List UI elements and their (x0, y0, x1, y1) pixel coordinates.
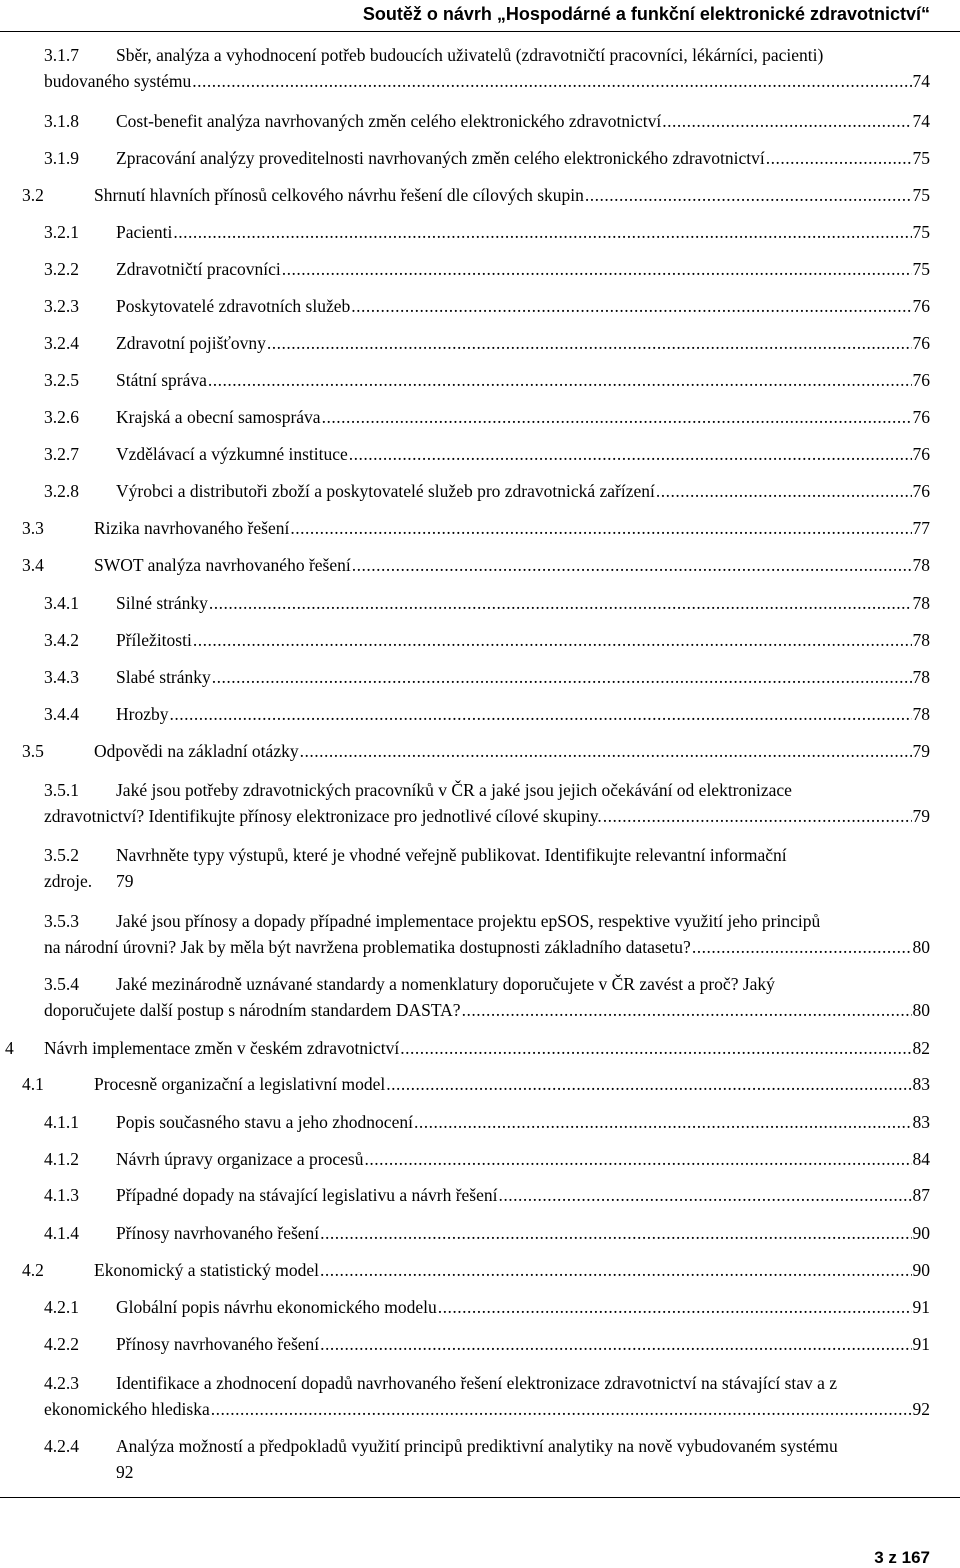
toc-title: Identifikace a zhodnocení dopadů navrhovaného řešení elektronizace zdravotnictví na stávající stav a z (116, 1373, 838, 1393)
toc-entry[interactable] (44, 1182, 930, 1208)
toc-leader (662, 108, 911, 134)
toc-leader (364, 1146, 911, 1172)
toc-page: 78 (912, 593, 930, 613)
toc-leader (192, 68, 911, 94)
toc-page: 79 (116, 871, 134, 891)
toc-title: Slabé stránky (116, 667, 211, 687)
toc-entry[interactable] (44, 627, 930, 653)
toc-page: 83 (912, 1074, 930, 1094)
toc-page: 74 (912, 111, 930, 131)
toc-number: 3.4.3 (44, 667, 79, 687)
toc-leader (349, 441, 912, 467)
toc-page: 91 (912, 1334, 930, 1354)
toc-number: 3.2.5 (44, 370, 79, 390)
toc-leader (322, 404, 912, 430)
toc-number: 3.1.8 (44, 111, 79, 131)
toc-leader (766, 145, 912, 171)
toc-title-cont: doporučujete další postup s národním standardem DASTA? (44, 1000, 461, 1020)
toc-page: 79 (912, 741, 930, 761)
toc-entry[interactable] (44, 1294, 930, 1320)
toc-entry[interactable] (44, 293, 930, 319)
header-divider (0, 31, 960, 32)
toc-entry[interactable] (44, 404, 930, 430)
toc-leader (320, 1257, 911, 1283)
toc-page: 75 (912, 185, 930, 205)
toc-page: 78 (912, 704, 930, 724)
toc-number: 4.2.4 (44, 1436, 79, 1456)
toc-entry[interactable] (22, 552, 930, 578)
page-header (0, 0, 960, 30)
toc-page: 76 (912, 407, 930, 427)
toc-leader (169, 701, 911, 727)
toc-title: Sběr, analýza a vyhodnocení potřeb budoucích uživatelů (zdravotničtí pracovníci, lékárníci, pacienti) (116, 45, 824, 65)
toc-entry[interactable] (44, 1220, 930, 1246)
toc-title: Analýza možností a předpokladů využití principů prediktivní analytiky na nově vybudovaném systému (116, 1436, 838, 1456)
toc-page: 78 (912, 555, 930, 575)
toc-title: Jaké jsou přínosy a dopady případné implementace projektu epSOS, respektive využití jeho principů (116, 911, 821, 931)
toc-title: Odpovědi na základní otázky (94, 741, 299, 761)
toc-number: 4.2.2 (44, 1334, 79, 1354)
toc-entry[interactable] (44, 219, 930, 245)
toc-title: Případné dopady na stávající legislativu a návrh řešení (116, 1185, 498, 1205)
toc-leader (351, 293, 911, 319)
toc-entry[interactable] (22, 738, 930, 764)
toc-title: Státní správa (116, 370, 207, 390)
toc-number: 3.4.2 (44, 630, 79, 650)
toc-page: 83 (912, 1112, 930, 1132)
toc-page: 90 (912, 1260, 930, 1280)
toc-leader (173, 219, 911, 245)
toc-number: 3.5.1 (44, 780, 79, 800)
toc-entry[interactable] (44, 42, 930, 94)
toc-number: 3.5.2 (44, 845, 79, 865)
toc-entry[interactable] (44, 478, 930, 504)
toc-number: 4.1.1 (44, 1112, 79, 1132)
toc-leader (414, 1109, 912, 1135)
toc-leader (290, 515, 911, 541)
toc-entry[interactable] (44, 1146, 930, 1172)
toc-page: 79 (912, 806, 930, 826)
toc-page: 75 (912, 259, 930, 279)
toc-title: Navrhněte typy výstupů, které je vhodné veřejně publikovat. Identifikujte relevantní informační (116, 845, 787, 865)
toc-page: 78 (912, 630, 930, 650)
toc-title: Zdravotničtí pracovníci (116, 259, 281, 279)
toc-entry[interactable] (44, 145, 930, 171)
toc-leader (692, 934, 912, 960)
toc-leader (267, 330, 912, 356)
toc-number: 4.1.2 (44, 1149, 79, 1169)
toc-number: 4.2.3 (44, 1373, 79, 1393)
toc-entry[interactable] (22, 1257, 930, 1283)
toc-page: 77 (912, 518, 930, 538)
toc-number: 4.2.1 (44, 1297, 79, 1317)
toc-number: 4.1.4 (44, 1223, 79, 1243)
toc-entry[interactable] (44, 701, 930, 727)
toc-leader (585, 182, 912, 208)
toc-title: Zdravotní pojišťovny (116, 333, 266, 353)
toc-title-cont: zdravotnictví? Identifikujte přínosy elektronizace pro jednotlivé cílové skupiny. (44, 806, 602, 826)
toc-title: Cost-benefit analýza navrhovaných změn celého elektronického zdravotnictví (116, 111, 662, 131)
toc-entry[interactable] (44, 777, 930, 829)
toc-page: 76 (912, 444, 930, 464)
toc-number: 3.5.3 (44, 911, 79, 931)
toc-title: Jaké jsou potřeby zdravotnických pracovníků v ČR a jaké jsou jejich očekávání od elektronizace (116, 780, 792, 800)
toc-leader (209, 590, 912, 616)
toc-leader (386, 1071, 911, 1097)
toc-page: 92 (912, 1399, 930, 1419)
toc-leader (212, 664, 912, 690)
toc-leader (498, 1182, 911, 1208)
toc-number: 3.2.7 (44, 444, 79, 464)
toc-page: 78 (912, 667, 930, 687)
toc-number: 4.2 (22, 1260, 44, 1280)
toc-number: 3.2.4 (44, 333, 79, 353)
header-title: Soutěž o návrh „Hospodárné a funkční elektronické zdravotnictví“ (362, 4, 930, 24)
toc-number: 3.3 (22, 518, 44, 538)
toc-number: 3.5 (22, 741, 44, 761)
toc-page: 91 (912, 1297, 930, 1317)
toc-number: 3.2.8 (44, 481, 79, 501)
toc-title: Hrozby (116, 704, 169, 724)
toc-entry[interactable] (5, 1035, 930, 1061)
toc-number: 3.1.9 (44, 148, 79, 168)
toc-number: 4.1 (22, 1074, 44, 1094)
toc-title: Rizika navrhovaného řešení (94, 518, 290, 538)
toc-title: Pacienti (116, 222, 173, 242)
toc-entry[interactable] (22, 515, 930, 541)
toc-entry[interactable] (44, 256, 930, 282)
toc-number: 3.2.2 (44, 259, 79, 279)
toc-page: 76 (912, 370, 930, 390)
toc-title: Příležitosti (116, 630, 192, 650)
toc-page: 76 (912, 333, 930, 353)
toc-page: 84 (912, 1149, 930, 1169)
toc-title: Zpracování analýzy proveditelnosti navrhovaných změn celého elektronického zdravotnictví (116, 148, 765, 168)
toc-entry[interactable] (44, 1331, 930, 1357)
toc-number: 3.5.4 (44, 974, 79, 994)
toc-entry[interactable] (44, 590, 930, 616)
toc-title: Ekonomický a statistický model (94, 1260, 320, 1280)
toc-page: 75 (912, 222, 930, 242)
toc-entry[interactable] (44, 908, 930, 960)
toc-title: Jaké mezinárodně uznávané standardy a nomenklatury doporučujete v ČR zavést a proč? Jaký (116, 974, 775, 994)
toc-number: 4 (5, 1038, 14, 1058)
toc-number: 3.4.1 (44, 593, 79, 613)
toc-entry[interactable] (22, 1071, 930, 1097)
toc-title: Shrnutí hlavních přínosů celkového návrhu řešení dle cílových skupin (94, 185, 584, 205)
toc-number: 3.4.4 (44, 704, 79, 724)
toc-entry[interactable] (44, 664, 930, 690)
toc-leader (438, 1294, 912, 1320)
toc-page: 80 (912, 937, 930, 957)
toc-title: Procesně organizační a legislativní model (94, 1074, 386, 1094)
toc-entry[interactable] (44, 330, 930, 356)
toc-page: 80 (912, 1000, 930, 1020)
toc-title-cont: zdroje. (44, 871, 93, 891)
toc-title: Globální popis návrhu ekonomického modelu (116, 1297, 437, 1317)
toc-number: 3.4 (22, 555, 44, 575)
toc-number: 3.2.1 (44, 222, 79, 242)
toc-title: Výrobci a distributoři zboží a poskytovatelé služeb pro zdravotnická zařízení (116, 481, 655, 501)
toc-entry[interactable] (44, 108, 930, 134)
toc-title: Přínosy navrhovaného řešení (116, 1223, 320, 1243)
toc-title: Návrh úpravy organizace a procesů (116, 1149, 364, 1169)
toc-page: 87 (912, 1185, 930, 1205)
toc-page: 76 (912, 481, 930, 501)
toc-leader (282, 256, 912, 282)
toc-title-cont: na národní úrovni? Jak by měla být navržena problematika dostupnosti základního datasetu? (44, 937, 691, 957)
toc-page: 82 (912, 1038, 930, 1058)
toc-leader (193, 627, 912, 653)
toc-leader (462, 997, 912, 1023)
toc-title: Vzdělávací a výzkumné instituce (116, 444, 348, 464)
toc-leader (300, 738, 912, 764)
toc-leader (208, 367, 912, 393)
toc-entry[interactable] (44, 1109, 930, 1135)
toc-leader (320, 1331, 911, 1357)
toc-number: 3.2.3 (44, 296, 79, 316)
toc-entry[interactable] (44, 441, 930, 467)
toc-leader (656, 478, 912, 504)
toc-number: 3.1.7 (44, 45, 79, 65)
toc-leader (320, 1220, 911, 1246)
toc-entry[interactable] (44, 971, 930, 1023)
toc-number: 4.1.3 (44, 1185, 79, 1205)
toc-title: Krajská a obecní samospráva (116, 407, 321, 427)
toc-title-cont: ekonomického hlediska (44, 1399, 210, 1419)
toc-title: Popis současného stavu a jeho zhodnocení (116, 1112, 413, 1132)
toc-entry[interactable] (44, 367, 930, 393)
toc-entry[interactable] (44, 1370, 930, 1422)
toc-title-cont: budovaného systému (44, 71, 192, 91)
toc-entry[interactable] (44, 1433, 930, 1485)
footer-divider (0, 1497, 960, 1498)
toc-title: SWOT analýza navrhovaného řešení (94, 555, 351, 575)
toc-page: 75 (912, 148, 930, 168)
toc-leader (603, 803, 912, 829)
toc-title: Přínosy navrhovaného řešení (116, 1334, 320, 1354)
toc-number: 3.2 (22, 185, 44, 205)
toc-page: 90 (912, 1223, 930, 1243)
toc-title: Poskytovatelé zdravotních služeb (116, 296, 351, 316)
toc-leader (211, 1396, 912, 1422)
toc-page: 92 (116, 1462, 134, 1482)
toc-number: 3.2.6 (44, 407, 79, 427)
toc-entry[interactable] (22, 182, 930, 208)
toc-page: 74 (912, 71, 930, 91)
toc-title: Návrh implementace změn v českém zdravotnictví (44, 1038, 400, 1058)
toc-leader (400, 1035, 911, 1061)
toc-entry[interactable] (44, 842, 930, 894)
toc-title: Silné stránky (116, 593, 208, 613)
toc-leader (352, 552, 912, 578)
toc-page: 76 (912, 296, 930, 316)
page-number: 3 z 167 (874, 1548, 930, 1567)
